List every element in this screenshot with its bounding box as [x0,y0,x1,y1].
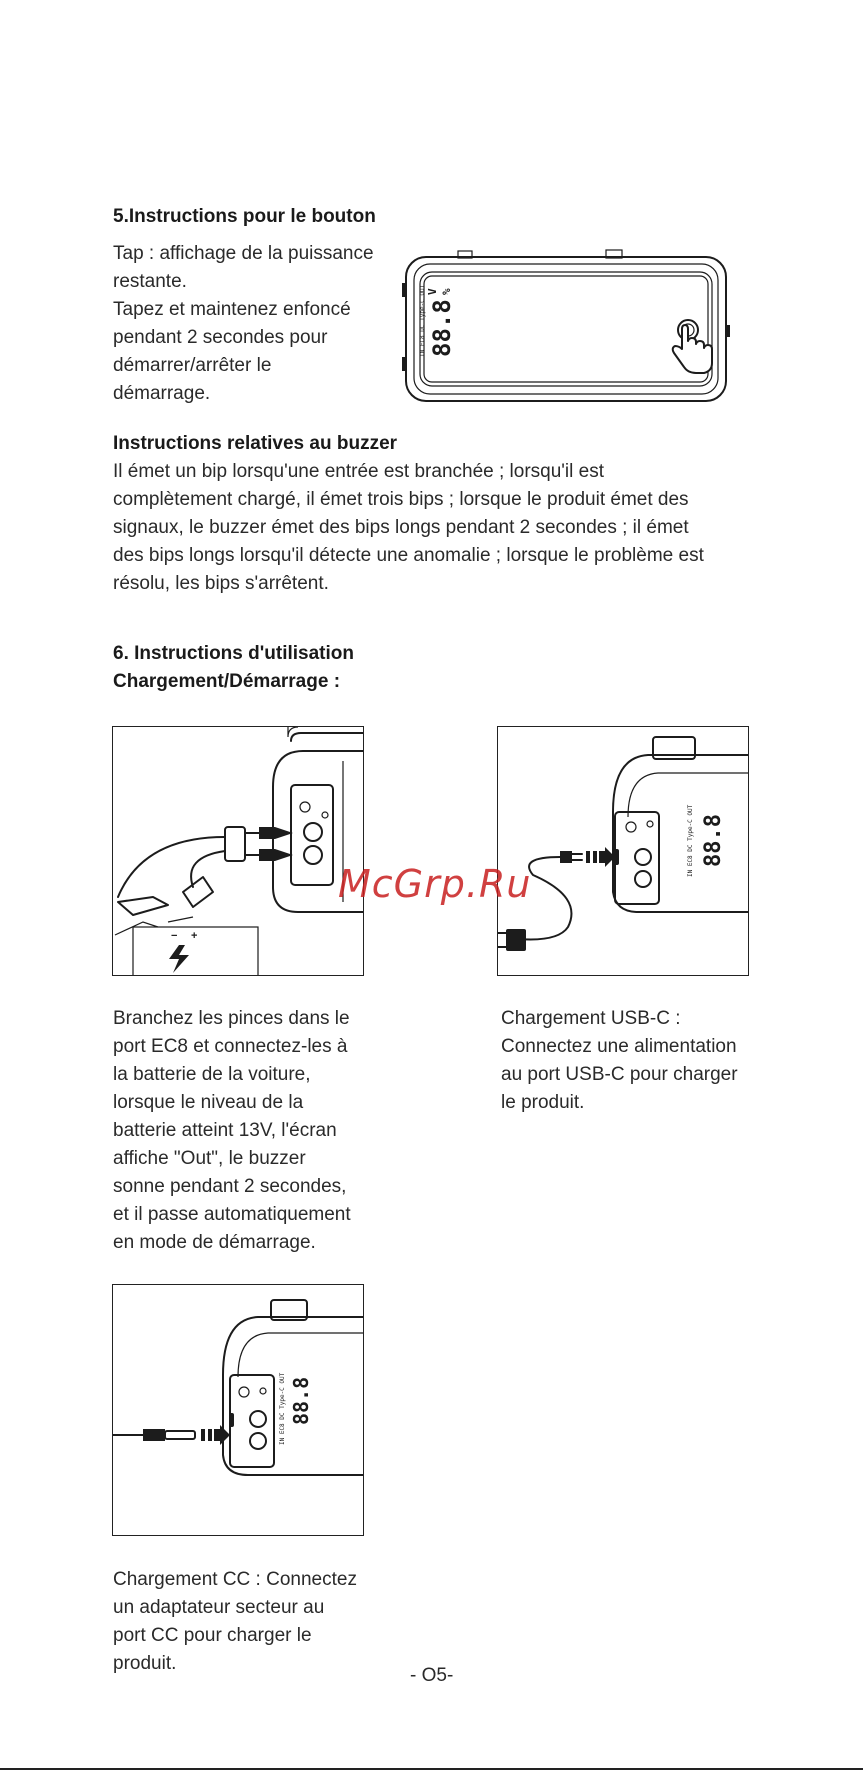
watermark: McGrp.Ru [338,862,532,906]
page-number: - O5- [410,1665,454,1686]
figure-clamps-ec8 [112,726,364,976]
lightning-icon [169,945,189,973]
text-line: signaux, le buzzer émet des bips longs pendant 2 secondes ; il émet [113,517,689,538]
text-line: et il passe automatiquement [113,1204,351,1225]
text-line: la batterie de la voiture, [113,1064,311,1085]
text-line: démarrage. [113,383,211,404]
button-instructions [113,240,403,408]
display-digits: 88.8 [428,299,456,357]
display-unit-percent: % [440,288,453,295]
text-line: pendant 2 secondes pour [113,327,328,348]
section6-heading-line2: Chargement/Démarrage : [113,671,341,692]
text-line: Connectez une alimentation [501,1036,737,1057]
text-line: Tap : affichage de la puissance [113,243,374,264]
text-line: Chargement USB-C : [501,1008,681,1029]
display-unit-v: V [426,288,439,295]
text-line: affiche "Out", le buzzer [113,1148,306,1169]
section6-heading [113,640,354,696]
caption-clamps [113,1005,413,1257]
text-line: au port USB-C pour charger [501,1064,738,1085]
text-line: des bips longs lorsqu'il détecte une anomalie ; lorsque le problème est [113,545,704,566]
text-line: produit. [113,1653,177,1674]
text-line: port CC pour charger le [113,1625,312,1646]
text-line: lorsque le niveau de la [113,1092,304,1113]
text-line: un adaptateur secteur au [113,1597,325,1618]
text-line: complètement chargé, il émet trois bips ; lorsque le produit émet des [113,489,689,510]
text-line: Il émet un bip lorsqu'une entrée est branchée ; lorsqu'il est [113,461,604,482]
text-line: sonne pendant 2 secondes, [113,1176,347,1197]
battery-minus-label: − [171,930,178,942]
text-line: Branchez les pinces dans le [113,1008,350,1029]
buzzer-heading: Instructions relatives au buzzer [113,433,398,454]
text-line: résolu, les bips s'arrêtent. [113,573,329,594]
buzzer-paragraph [113,458,763,598]
caption-usbc [501,1005,801,1117]
text-line: batterie atteint 13V, l'écran [113,1120,337,1141]
display-digits: 88.8 [701,814,726,867]
figure-usbc-charging [497,726,749,976]
section6-heading-line1: 6. Instructions d'utilisation [113,643,354,664]
text-line: démarrer/arrêter le [113,355,272,376]
text-line: le produit. [501,1092,585,1113]
text-line: Chargement CC : Connectez [113,1569,357,1590]
display-port-labels: IN EC8 DC Type-C OUT [279,1372,286,1445]
text-line: en mode de démarrage. [113,1232,316,1253]
text-line: port EC8 et connectez-les à [113,1036,348,1057]
text-line: restante. [113,271,187,292]
device-front-illustration [398,245,734,405]
figure-dc-charging [112,1284,364,1536]
section5-heading: 5.Instructions pour le bouton [113,206,376,227]
display-digits: 88.8 [289,1376,313,1425]
caption-dc [113,1566,413,1678]
display-port-labels: IN EC8 DC Type-C OUT [419,284,426,357]
battery-plus-label: + [191,930,198,942]
display-port-labels: IN EC8 DC Type-C OUT [687,804,694,877]
text-line: Tapez et maintenez enfoncé [113,299,351,320]
